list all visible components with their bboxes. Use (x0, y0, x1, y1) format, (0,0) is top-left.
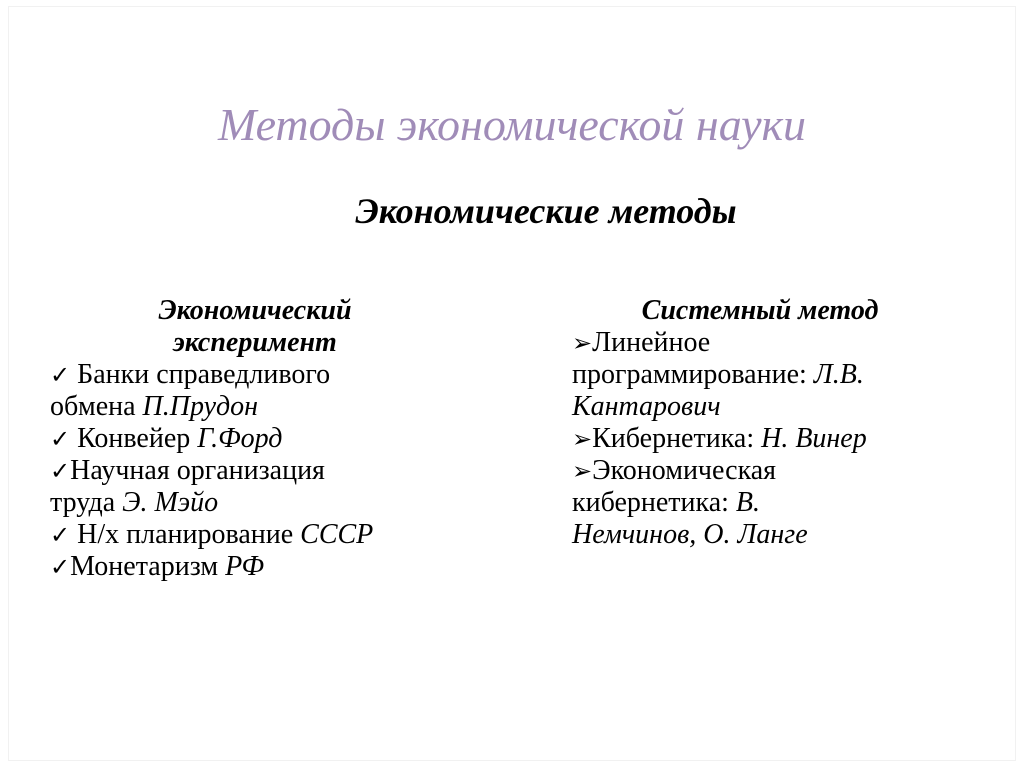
item-text: Кибернетика: (592, 423, 762, 454)
list-item (50, 551, 470, 583)
list-item (50, 423, 470, 455)
arrowhead-bullet-icon: ➢ (572, 329, 593, 357)
slide-subtitle: Экономические методы (355, 191, 737, 231)
slide-title: Методы экономической науки (217, 99, 807, 150)
checkmark-icon: ✓ (50, 361, 71, 389)
list-item (572, 423, 992, 455)
arrowhead-bullet-icon: ➢ (572, 425, 593, 453)
left-heading-line1: Экономический (158, 295, 352, 326)
left-column (50, 295, 470, 583)
item-text: Банки справедливого (70, 359, 331, 390)
list-item (572, 327, 992, 423)
item-author: П.Прудон (142, 391, 259, 422)
checkmark-icon: ✓ (50, 457, 71, 485)
left-column-heading (50, 295, 460, 359)
left-heading-line2: эксперимент (173, 327, 337, 358)
item-text: Линейное (592, 327, 711, 358)
list-item (50, 359, 470, 423)
item-text: Н/х планирование (70, 519, 301, 550)
right-column (572, 295, 992, 551)
item-author: Л.В. (813, 359, 864, 390)
item-author: Кантарович (572, 391, 721, 422)
item-text: обмена (50, 391, 143, 422)
checkmark-icon: ✓ (50, 521, 71, 549)
list-item (50, 455, 470, 519)
item-author: Н. Винер (761, 423, 867, 454)
item-text: Монетаризм (70, 551, 226, 582)
item-text: Экономическая (592, 455, 777, 486)
item-text: кибернетика: (572, 487, 736, 518)
arrowhead-bullet-icon: ➢ (572, 457, 593, 485)
right-column-heading: Системный метод (641, 295, 879, 326)
list-item (50, 519, 470, 551)
item-text: Научная организация (70, 455, 325, 486)
item-author: РФ (225, 551, 264, 582)
item-author: Немчинов, О. Ланге (572, 519, 808, 550)
item-author: Э. Мэйо (122, 487, 219, 518)
list-item (572, 455, 992, 551)
item-text: Конвейер (70, 423, 198, 454)
checkmark-icon: ✓ (50, 425, 71, 453)
item-author: Г.Форд (197, 423, 283, 454)
checkmark-icon: ✓ (50, 553, 71, 581)
item-author: В. (735, 487, 761, 518)
item-author: СССР (300, 519, 374, 550)
item-text: программирование: (572, 359, 814, 390)
item-text: труда (50, 487, 123, 518)
